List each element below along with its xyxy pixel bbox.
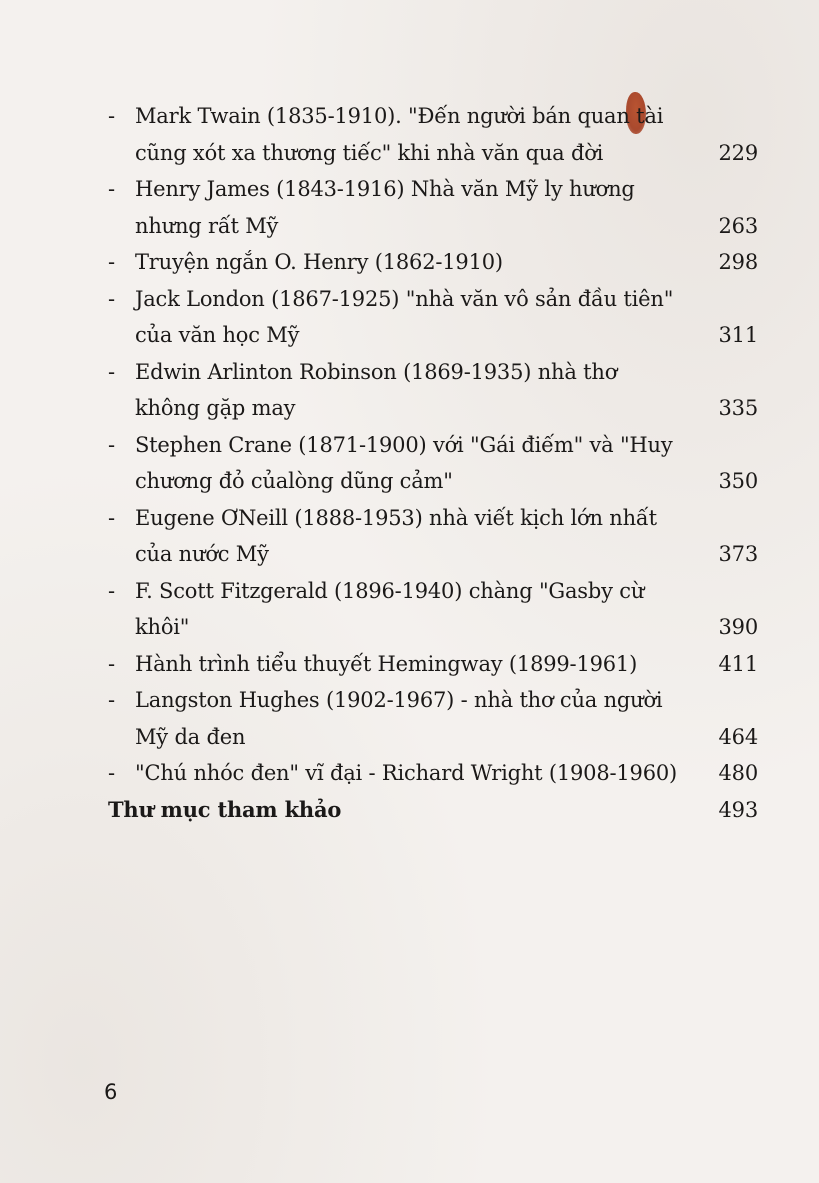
entry-dash: -: [108, 651, 115, 676]
toc-entry-mark-twain: [108, 98, 758, 171]
entry-dash: -: [108, 688, 115, 712]
entry-page: 350: [718, 469, 758, 493]
entry-dash: -: [108, 104, 115, 128]
entry-title: Eugene ƠNeill (1888-1953) nhà viết kịch lớn nhất của nước Mỹ: [135, 505, 657, 566]
entry-title: Edwin Arlinton Robinson (1869-1935) nhà thơ không gặp may: [135, 359, 618, 420]
entry-title: Langston Hughes (1902-1967) - nhà thơ của người Mỹ da đen: [135, 688, 663, 749]
entry-dash: -: [108, 761, 115, 785]
entry-page: 373: [718, 542, 758, 566]
toc-entry-henry-james: [108, 171, 758, 244]
entry-page: 464: [718, 724, 758, 749]
entry-title: "Chú nhóc đen" vĩ đại - Richard Wright (1908-1960): [135, 761, 678, 785]
toc-entry-jack-london: [108, 281, 758, 354]
toc-entry-hemingway: [108, 646, 758, 683]
toc-entry-stephen-crane: [108, 427, 758, 500]
toc-entry-richard-wright: [108, 755, 758, 792]
entry-title: Henry James (1843-1916) Nhà văn Mỹ ly hương nhưng rất Mỹ: [135, 177, 635, 238]
entry-dash: -: [108, 432, 115, 457]
entry-dash: -: [108, 505, 115, 530]
toc-entry-bibliography: [108, 792, 758, 829]
entry-title: Mark Twain (1835-1910). "Đến người bán quan tài cũng xót xa thương tiếc" khi nhà văn qua đời: [135, 104, 664, 165]
bibliography-title: Thư mục tham khảo: [108, 796, 342, 822]
table-of-contents: [108, 98, 758, 828]
entry-page: 480: [718, 761, 758, 785]
entry-title: Jack London (1867-1925) "nhà văn vô sản đầu tiên" của văn học Mỹ: [135, 286, 674, 347]
entry-title: Truyện ngắn O. Henry (1862-1910): [135, 250, 503, 274]
bibliography-page: 493: [718, 797, 758, 822]
entry-title: F. Scott Fitzgerald (1896-1940) chàng "Gasby cừ khôi": [135, 578, 645, 639]
toc-entry-o-henry: [108, 244, 758, 281]
entry-dash: -: [108, 359, 115, 384]
entry-title: Hành trình tiểu thuyết Hemingway (1899-1961): [135, 651, 638, 676]
entry-dash: -: [108, 578, 115, 603]
entry-page: 335: [718, 396, 758, 420]
entry-page: 263: [718, 213, 758, 238]
toc-entry-fitzgerald: [108, 573, 758, 646]
page-number: 6: [104, 1080, 118, 1104]
entry-page: 298: [718, 250, 758, 274]
entry-page: 229: [718, 140, 758, 165]
entry-page: 411: [718, 651, 758, 676]
entry-page: 390: [718, 615, 758, 639]
entry-dash: -: [108, 250, 115, 274]
entry-dash: -: [108, 177, 115, 201]
toc-entry-langston-hughes: [108, 682, 758, 755]
entry-page: 311: [718, 323, 758, 347]
toc-entry-robinson: [108, 354, 758, 427]
entry-title: Stephen Crane (1871-1900) với "Gái điếm" và "Huy chương đỏ củalòng dũng cảm": [135, 432, 673, 493]
entry-dash: -: [108, 286, 115, 311]
toc-entry-oneill: [108, 500, 758, 573]
